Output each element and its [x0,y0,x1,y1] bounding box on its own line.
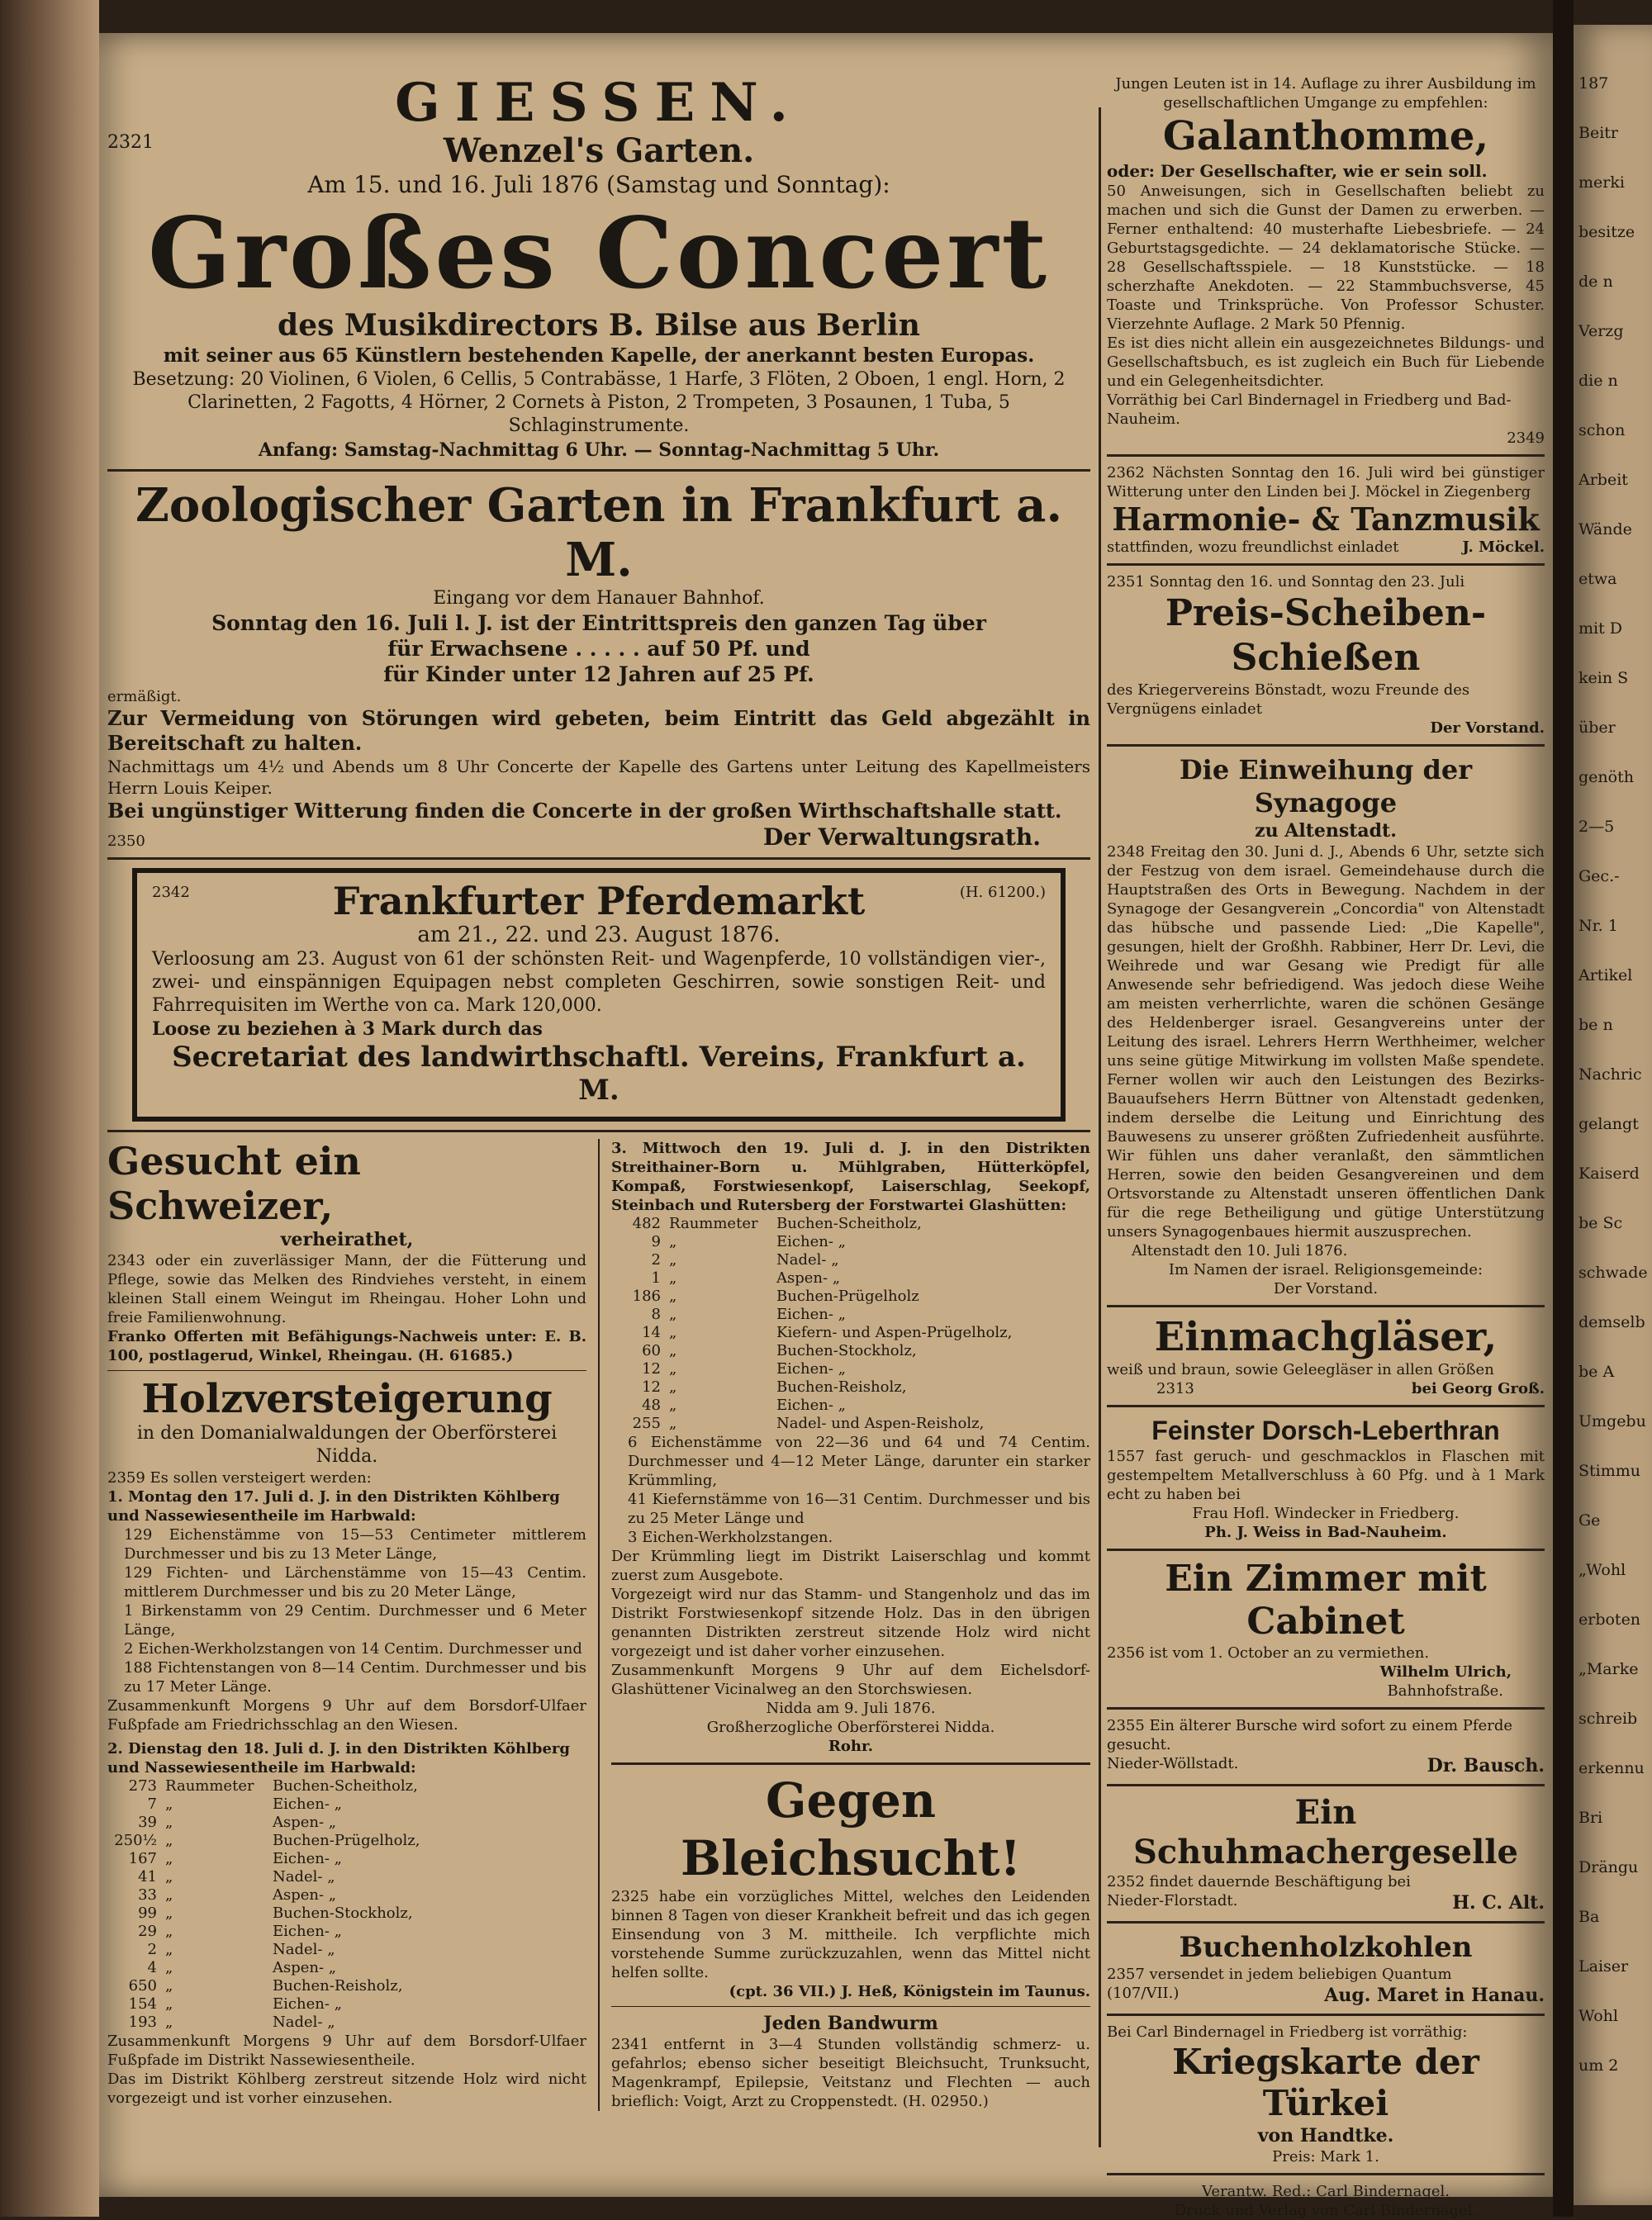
holz-day3-table [611,1215,1090,1433]
table-cell: 12 [642,1360,661,1378]
galanthomme-title: Galanthomme, [1162,113,1489,159]
divider [107,469,1090,472]
table-cell: Buchen-Reisholz, [273,1977,403,1995]
table-row [611,1415,1090,1433]
bursche-ad [1107,1716,1545,1777]
synagoge-sub: zu Altenstadt. [1255,820,1397,842]
facing-page-text: erkennu [1578,1759,1645,1777]
giessen-lineup: Besetzung: 20 Violinen, 6 Violen, 6 Cellis, 5 Contrabässe, 1 Harfe, 3 Flöten, 2 Oboen, 1 engl. Horn, 2 Clarinetten, 2 Fagotts, 4 Hörner, 2 Cornets à Piston, 2 Trompeten, 3 Posaunen, 1 Tuba, 5 Schlaginstrumente. [132,369,1066,436]
table-cell: „ [669,1360,677,1378]
facing-page-text: Ba [1578,1908,1600,1926]
galanthomme-text: 50 Anweisungen, sich in Gesellschaften beliebt zu machen und sich die Gunst der Damen zu erwerben. — Ferner enthaltend: 40 musterhafte Liebesbriefe. — 24 Geburtstagsgedichte. — 24 deklamatorische Stücke. — 28 Gesellschaftsspiele. — 18 Kunststücke. — 18 scherzhafte Anekdoten. — 22 Stammbuchsverse, 45 Toaste und Trinksprüche. Von Professor Schuster. Vierzehnte Auflage. 2 Mark 50 Pfennig. [1107,183,1545,333]
facing-page-text: Umgebu [1578,1412,1646,1430]
table-cell: „ [165,1959,173,1976]
table-cell: Buchen-Stockholz, [776,1342,917,1359]
giessen-orchestra: mit seiner aus 65 Künstlern bestehenden Kapelle, der anerkannt besten Europas. [163,344,1035,367]
table-row [611,1288,1090,1306]
facing-page-text: Laiser [1578,1957,1629,1976]
table-cell: 39 [138,1814,157,1831]
synagoge-ad [1107,753,1545,1298]
preis-end: des Kriegervereins Bönstadt, wozu Freunde des Vergnügens einladet [1107,681,1470,718]
table-cell: 1 [651,1269,661,1287]
schuhmacher-title: Ein Schuhmachergeselle [1133,1793,1518,1871]
holz-sub: in den Domanialwaldungen der Oberförsterei Nidda. [136,1423,558,1467]
subcolumn-rule [598,1139,600,2111]
list-item: 2 Eichen-Werkholzstangen von 14 Centim. Durchmesser und [124,1640,582,1658]
giessen-city: GIESSEN. [395,72,803,134]
table-row [611,1360,1090,1378]
zimmer-sig1: Wilhelm Ulrich, [1379,1663,1512,1681]
table-row [611,1306,1090,1324]
holz-intro: 2359 Es sollen versteigert werden: [107,1469,372,1487]
schuhmacher-text: 2352 findet dauernde Beschäftigung bei [1107,1873,1411,1890]
einmach-num: 2313 [1156,1380,1194,1397]
divider [1107,1405,1545,1407]
table-cell: Nadel- „ [776,1251,839,1269]
list-item: 6 Eichenstämme von 22—36 und 64 und 74 Centim. Durchmesser und 4—12 Meter Länge, darunter ein starker Krümmling, [628,1434,1090,1489]
pferdemarkt-text: Verloosung am 23. August von 61 der schönsten Reit- und Wagenpferde, 10 vollständigen vier-, zwei- und einspännigen Equipagen nebst completen Geschirren, sowie sonstigen Reit- und Fahrrequisiten im Werthe von ca. Mark 120,000. [152,949,1046,1016]
table-cell: „ [165,1832,173,1849]
bursche-place: Nieder-Wöllstadt. [1107,1755,1239,1772]
facing-page-text: 187 [1578,74,1609,92]
preis-title: Preis-Scheiben-Schießen [1165,592,1487,679]
table-cell: 8 [651,1306,661,1323]
table-cell: „ [669,1233,677,1250]
list-item: 129 Eichenstämme von 15—53 Centimeter mittlerem Durchmesser und bis zu 13 Meter Länge, [124,1526,586,1563]
table-row [611,1269,1090,1288]
book-gutter [1553,0,1574,2217]
left-column [107,74,1090,2111]
table-cell: Buchen-Prügelholz [776,1288,919,1305]
table-row [107,1777,586,1795]
facing-page-text: Gec.- [1578,867,1620,885]
divider [1107,1549,1545,1551]
table-cell: 193 [128,2014,157,2031]
table-cell: Raummeter [669,1215,758,1232]
list-item: 1 Birkenstamm von 29 Centim. Durchmesser und 6 Meter Länge, [124,1602,586,1639]
holz-meet2: Zusammenkunft Morgens 9 Uhr auf dem Borsdorf-Ulfaer Fußpfade im Distrikt Nassewiesentheile. [107,2033,586,2069]
facing-page-text: Ge [1578,1511,1601,1530]
table-row [611,1215,1090,1233]
zoo-entrance: Eingang vor dem Hanauer Bahnhof. [433,588,765,609]
zoo-line1: Sonntag den 16. Juli l. J. ist der Eintrittspreis den ganzen Tag über [211,611,986,635]
facing-page-fragment [1574,25,1652,2205]
facing-page-text: Bri [1578,1809,1603,1827]
table-cell: „ [165,2014,173,2031]
einmach-text: weiß und braun, sowie Geleegläser in allen Größen [1107,1361,1494,1378]
einmach-title: Einmachgläser, [1154,1314,1498,1360]
synagoge-title: Die Einweihung der Synagoge [1179,754,1473,818]
facing-page-text: mit D [1578,619,1623,638]
facing-page-text: „Marke [1578,1660,1639,1678]
facing-page-text: besitze [1578,223,1635,241]
pferdemarkt-num: 2342 [152,884,190,901]
einmach-sig: bei Georg Groß. [1411,1380,1545,1397]
holz-day1: 1. Montag den 17. Juli d. J. in den Distrikten Köhlberg und Nassewiesentheile im Harbwald: [107,1488,560,1525]
facing-page-text: schon [1578,421,1626,439]
galanthomme-text2: Es ist dies nicht allein ein ausgezeichnetes Bildungs- und Gesellschaftsbuch, es ist zugleich ein Buch für Liebende und ein Gelegenheitsdichter. [1107,334,1545,390]
table-cell: Buchen-Reisholz, [776,1378,907,1396]
table-cell: 167 [128,1850,157,1867]
dorsch-text: 1557 fast geruch- und geschmacklos in Flaschen mit gestempeltem Metallverschluss à 60 Pfg. und à 1 Mark echt zu haben bei [1107,1448,1545,1503]
galanthomme-ad [1107,74,1545,448]
pferdemarkt-title: Frankfurter Pferdemarkt [332,879,866,923]
table-cell: Eichen- „ [273,1923,342,1940]
table-cell: „ [165,1905,173,1922]
galanthomme-intro: Jungen Leuten ist in 14. Auflage zu ihrer Ausbildung im gesellschaftlichen Umgange zu empfehlen: [1115,75,1536,111]
table-cell: 482 [632,1215,661,1232]
holz-note4: Vorgezeigt wird nur das Stamm- und Stangenholz und das im Distrikt Forstwiesenkopf sitzende Holz. Das in den übrigen genannten Distrikten zerstreut sitzende Holz wird nicht vorgezeigt und ist daher vorher einzusehen. [611,1586,1090,1660]
left-subcolumn [107,1139,586,2111]
list-item: 41 Kiefernstämme von 16—31 Centim. Durchmesser und bis zu 25 Meter Länge und [628,1491,1090,1527]
table-cell: 9 [651,1233,661,1250]
pferdemarkt-loose: Loose zu beziehen à 3 Mark durch das [152,1018,543,1040]
synagoge-sig2: Der Vorstand. [1273,1280,1379,1297]
zoo-line6: Nachmittags um 4½ und Abends um 8 Uhr Concerte der Kapelle des Gartens unter Leitung des Kapellmeisters Herrn Louis Keiper. [107,757,1090,798]
zimmer-sig2: Bahnhofstraße. [1387,1682,1503,1700]
table-cell: 41 [138,1868,157,1886]
divider [1107,1921,1545,1924]
table-cell: „ [669,1324,677,1341]
table-row [107,1923,586,1941]
table-row [611,1233,1090,1251]
facing-page-text: be n [1578,1016,1613,1034]
harmonie-title: Harmonie- & Tanzmusik [1112,500,1540,538]
table-row [107,1795,586,1814]
zoo-line4: ermäßigt. [107,688,182,705]
holz-meet1: Zusammenkunft Morgens 9 Uhr auf dem Borsdorf-Ulfaer Fußpfade am Friedrichsschlag an den Wiesen. [107,1697,586,1734]
table-cell: 99 [138,1905,157,1922]
galanthomme-stock: Vorräthig bei Carl Bindernagel in Friedberg und Bad-Nauheim. [1107,391,1512,428]
table-cell: Aspen- „ [776,1269,841,1287]
table-cell: Aspen- „ [273,1959,337,1976]
facing-page-text: be A [1578,1363,1615,1381]
bleichsucht-sig: (cpt. 36 VII.) J. Heß, Königstein im Taunus. [729,1983,1090,2000]
imprint-line1: Verantw. Red.: Carl Bindernagel. [1201,2183,1450,2200]
facing-page-text: Stimmu [1578,1462,1640,1480]
table-cell: 29 [138,1923,157,1940]
table-cell: Nadel- und Aspen-Reisholz, [776,1415,985,1432]
table-row [611,1342,1090,1360]
holz-meet3: Zusammenkunft Morgens 9 Uhr auf dem Eichelsdorf-Glashüttener Vicinalweg an den Storchswiesen. [611,1662,1090,1698]
zimmer-text: 2356 ist vom 1. October an zu vermiethen. [1107,1644,1430,1662]
table-row [107,1905,586,1923]
table-cell: „ [669,1269,677,1287]
kriegskarte-sub: von Handtke. [1257,2125,1394,2146]
giessen-headline: Großes Concert [148,196,1050,311]
divider [1107,2173,1545,2175]
facing-page-text: die n [1578,372,1618,390]
facing-page-text: demselb [1578,1313,1645,1331]
holz-day3-list [611,1433,1090,1547]
facing-page-text: Drängu [1578,1858,1639,1876]
table-row [107,1977,586,1995]
table-cell: 60 [642,1342,661,1359]
harmonie-end: stattfinden, wozu freundlichst einladet [1107,538,1399,556]
pferdemarkt-code: (H. 61200.) [959,884,1046,901]
facing-page-text: de n [1578,273,1613,291]
bursche-sig: Dr. Bausch. [1427,1755,1545,1776]
divider [107,1370,586,1371]
facing-page-text: Nr. 1 [1578,917,1618,935]
harmonie-ad [1107,463,1545,557]
holz-note: Das im Distrikt Köhlberg zerstreut sitzende Holz wird nicht vorgezeigt und ist vorher einzusehen. [107,2071,586,2107]
list-item: 129 Fichten- und Lärchenstämme von 15—43 Centim. mittlerem Durchmesser und bis zu 20 Meter Länge, [124,1564,586,1601]
table-cell: „ [669,1397,677,1414]
table-cell: „ [165,1886,173,1904]
zimmer-ad [1107,1558,1545,1701]
holz-day2: 2. Dienstag den 18. Juli d. J. in den Distrikten Köhlberg und Nassewiesentheile im Harbwald: [107,1740,570,1776]
table-row [611,1251,1090,1269]
table-cell: „ [165,1941,173,1958]
table-cell: 14 [642,1324,661,1341]
facing-page-text: Wohl [1578,2007,1618,2025]
table-cell: Kiefern- und Aspen-Prügelholz, [776,1324,1013,1341]
facing-page-text: Arbeit [1578,471,1628,489]
table-cell: 2 [651,1251,661,1269]
facing-page-text: schreib [1578,1710,1638,1728]
zoo-line5: Zur Vermeidung von Störungen wird gebeten, beim Eintritt das Geld abgezählt in Bereitschaft zu halten. [107,706,1090,755]
table-cell: 273 [128,1777,157,1795]
holz-day3: 3. Mittwoch den 19. Juli d. J. in den Distrikten Streithainer-Born u. Mühlgraben, Hütterköpfel, Kompaß, Forstwiesenkopf, Laiserschlag, Seekopf, Steinbach und Rutersberg der Forstwartei Glashütten: [611,1140,1090,1214]
schuhmacher-place: Nieder-Florstadt. [1107,1892,1238,1909]
table-cell: 250½ [114,1832,157,1849]
buchen-text: 2357 versendet in jedem beliebigen Quantum [1107,1966,1452,1983]
table-cell: Buchen-Prügelholz, [273,1832,420,1849]
table-cell: Eichen- „ [273,1850,342,1867]
kriegskarte-title: Kriegskarte der Türkei [1172,2042,1479,2123]
table-cell: 255 [632,1415,661,1432]
table-cell: 12 [642,1378,661,1396]
giessen-ad [107,74,1090,462]
divider [611,2006,1090,2007]
table-row [107,1814,586,1832]
giessen-by: des Musikdirectors B. Bilse aus Berlin [278,308,920,343]
list-item: 3 Eichen-Werkholzstangen. [628,1529,833,1546]
table-cell: „ [165,1850,173,1867]
synagoge-place: Altenstadt den 10. Juli 1876. [1132,1242,1348,1259]
table-row [107,1959,586,1977]
table-row [611,1324,1090,1342]
schweizer-sub: verheirathet, [280,1229,414,1250]
table-cell: 33 [138,1886,157,1904]
table-row [611,1397,1090,1415]
buchen-sig: Aug. Maret in Hanau. [1324,1985,1545,2006]
divider [107,857,1090,860]
dorsch-sig2: Ph. J. Weiss in Bad-Nauheim. [1204,1524,1447,1541]
table-cell: Raummeter [165,1777,254,1795]
dorsch-title: Feinster Dorsch-Leberthran [1151,1416,1500,1445]
table-cell: Nadel- „ [273,2014,335,2031]
imprint-line2: Druck und Verlag von Carl Bindernagel. [1174,2202,1478,2219]
schweizer-contact: Franko Offerten mit Befähigungs-Nachweis unter: E. B. 100, postlagerud, Winkel, Rheingau. (H. 61685.) [107,1328,586,1364]
table-cell: Eichen- „ [776,1397,846,1414]
divider [1107,744,1545,747]
pferdemarkt-sig: Secretariat des landwirthschaftl. Vereins, Frankfurt a. M. [172,1041,1026,1107]
facing-page-text: „Wohl [1578,1561,1626,1579]
facing-page-text: Nachric [1578,1065,1642,1084]
divider [107,1130,1090,1132]
buchen-title: Buchenholzkohlen [1179,1931,1473,1964]
table-row [107,1995,586,2014]
table-cell: 7 [147,1795,157,1813]
table-row [107,1832,586,1850]
facing-page-text: Kaiserd [1578,1165,1640,1183]
facing-page-text: Artikel [1578,966,1633,984]
column-rule [1099,107,1101,2147]
bandwurm-title: Jeden Bandwurm [763,2013,938,2034]
table-cell: Nadel- „ [273,1868,335,1886]
table-cell: „ [165,1977,173,1995]
table-cell: „ [669,1288,677,1305]
table-cell: „ [669,1378,677,1396]
table-cell: 154 [128,1995,157,2013]
table-cell: „ [669,1251,677,1269]
table-cell: 4 [147,1959,157,1976]
right-column [1107,74,1545,2220]
table-row [107,1941,586,1959]
kriegskarte-price: Preis: Mark 1. [1272,2148,1379,2165]
table-cell: „ [165,1923,173,1940]
divider [1107,563,1545,566]
bleichsucht-text: 2325 habe ein vorzügliches Mittel, welches den Leidenden binnen 8 Tagen von dieser Krankheit befreit und das ich gegen Einsendung von 3 M. mittheile. Ich verpflichte mich vorstehende Summe zurückzuzahlen, wenn das Mittel nicht helfen sollte. [611,1888,1090,1981]
facing-page-text: etwa [1578,570,1617,588]
table-cell: Aspen- „ [273,1886,337,1904]
table-cell: „ [165,1995,173,2013]
table-row [107,1850,586,1868]
facing-page-text: 2—5 [1578,818,1615,836]
list-item: 188 Fichtenstangen von 8—14 Centim. Durchmesser und bis zu 17 Meter Länge. [124,1659,586,1696]
divider [1107,2014,1545,2016]
buchen-code: (107/VII.) [1107,1985,1180,2002]
harmonie-text: 2362 Nächsten Sonntag den 16. Juli wird bei günstiger Witterung unter den Linden bei J. Möckel in Ziegenberg [1107,464,1545,500]
table-cell: Buchen-Stockholz, [273,1905,413,1922]
table-cell: 2 [147,1941,157,1958]
facing-page-text: schwade [1578,1264,1648,1282]
zoo-num: 2350 [107,832,145,850]
table-cell: 186 [632,1288,661,1305]
book-edge [0,0,99,2217]
facing-page-text: über [1578,719,1616,737]
table-cell: 48 [642,1397,661,1414]
table-cell: Buchen-Scheitholz, [776,1215,922,1232]
giessen-start: Anfang: Samstag-Nachmittag 6 Uhr. — Sonntag-Nachmittag 5 Uhr. [258,439,940,461]
schweizer-text: 2343 oder ein zuverlässiger Mann, der die Fütterung und Pflege, sowie das Melken des Rindviehes versteht, in einem kleinen Stall einem Weingut im Rheingau. Hoher Lohn und freie Familienwohnung. [107,1252,586,1326]
harmonie-sig: J. Möckel. [1462,538,1545,556]
dorsch-ad [1107,1414,1545,1542]
schuhmacher-sig: H. C. Alt. [1452,1892,1545,1914]
facing-page-text: Wände [1578,520,1632,538]
holz-place: Nidda am 9. Juli 1876. [766,1700,936,1717]
facing-page-text: be Sc [1578,1214,1623,1232]
table-cell: Buchen-Scheitholz, [273,1777,418,1795]
kriegskarte-ad [1107,2023,1545,2166]
table-cell: „ [669,1306,677,1323]
zoo-sig: Der Verwaltungsrath. [762,823,1041,851]
table-cell: „ [165,1814,173,1831]
facing-page-text: kein S [1578,669,1629,687]
zoo-line2: für Erwachsene . . . . . auf 50 Pf. und [387,637,810,661]
table-cell: „ [165,1868,173,1886]
table-cell: „ [669,1342,677,1359]
zoo-line3: für Kinder unter 12 Jahren auf 25 Pf. [383,662,814,686]
table-cell: „ [165,1795,173,1813]
table-row [107,2014,586,2032]
divider [1107,1305,1545,1307]
bandwurm-text: 2341 entfernt in 3—4 Stunden vollständig schmerz- u. gefahrlos; ebenso sicher beseitigt Bleichsucht, Trunksucht, Magenkrampf, Epilepsie, Veitstanz und Flechten — auch brieflich: Voigt, Arzt zu Croppenstedt. (H. 02950.) [611,2036,1090,2110]
table-cell: Eichen- „ [776,1233,846,1250]
facing-page-text: merki [1578,173,1625,192]
table-cell: 650 [128,1977,157,1995]
table-row [611,1378,1090,1397]
galanthomme-sub: oder: Der Gesellschafter, wie er sein soll. [1107,161,1488,181]
holz-day2-table [107,1777,586,2032]
table-cell: Aspen- „ [273,1814,337,1831]
holz-day1-list [107,1525,586,1696]
schuhmacher-ad [1107,1793,1545,1914]
buchen-ad [1107,1930,1545,2007]
zoo-ad [107,478,1090,851]
holz-sig2: Rohr. [828,1738,874,1755]
table-row [107,1868,586,1886]
giessen-venue: Wenzel's Garten. [443,131,755,170]
holz-note3: Der Krümmling liegt im Distrikt Laiserschlag und kommt zuerst zum Ausgebote. [611,1548,1090,1584]
facing-page-text: erboten [1578,1610,1641,1629]
schweizer-title: Gesucht ein Schweizer, [107,1139,361,1228]
preis-ad [1107,572,1545,738]
synagoge-text: 2348 Freitag den 30. Juni d. J., Abends 6 Uhr, setzte sich der Festzug von dem israel. Gemeindehause durch die Hauptstraßen des Orts in Bewegung. Nachdem in der Synagoge der Gesangverein „Concordia" von Altenstadt das hübsche und passende Lied: „Die Kapelle", gesungen, hielt der Großhh. Rabbiner, Herr Dr. Levi, die Weihrede und war Gesang wie Predigt für alle Anwesende sehr befriedigend. Was jedoch diese Weihe am meisten verherrlichte, waren die schönen Gesänge des Heldenberger israel. Gesangvereins unter der Leitung des israel. Lehrers Herrn Werthheimer, welcher uns seine gütige Mitwirkung im vollsten Maße spendete. Ferner wollen wir auch den Leistungen des Bezirks-Bauaufsehers Herrn Büttner von Altenstadt gedenken, indem derselbe die Leitung und Einrichtung des Bauwesens zu unserer größten Zufriedenheit ausführte. Wir fühlen uns daher veranlaßt, den sämmtlichen Herren, sowie den beiden Gesangvereinen und dem Ortsvorstande zu Altenstadt unseren öffentlichen Dank für die rege Betheiligung und gütige Unterstützung unsers Synagogenbaues hiermit auszusprechen. [1107,843,1545,1240]
page-number: 2321 [107,132,154,153]
dorsch-sig1: Frau Hofl. Windecker in Friedberg. [1192,1505,1460,1522]
table-cell: Eichen- „ [273,1795,342,1813]
holz-sig1: Großherzogliche Oberförsterei Nidda. [706,1719,995,1736]
facing-page-text: genöth [1578,768,1634,786]
synagoge-sig1: Im Namen der israel. Religionsgemeinde: [1168,1261,1483,1278]
facing-page-text: um 2 [1578,2056,1619,2075]
divider [1107,1707,1545,1710]
divider [1107,454,1545,457]
divider [1107,1784,1545,1786]
facing-page-text: Beitr [1578,124,1619,142]
kriegskarte-intro: Bei Carl Bindernagel in Friedberg ist vorräthig: [1107,2023,1468,2041]
pferdemarkt-ad [132,868,1066,1122]
bleichsucht-title: Gegen Bleichsucht! [680,1772,1022,1886]
preis-sig: Der Vorstand. [1430,719,1545,737]
divider [611,1762,1090,1765]
pferdemarkt-date: am 21., 22. und 23. August 1876. [417,923,781,947]
einmach-ad [1107,1314,1545,1398]
table-cell: Eichen- „ [273,1995,342,2013]
zimmer-title: Ein Zimmer mit Cabinet [1165,1558,1487,1643]
table-cell: Eichen- „ [776,1360,846,1378]
table-cell: Nadel- „ [273,1941,335,1958]
facing-page-text: gelangt [1578,1115,1639,1133]
galanthomme-num: 2349 [1507,429,1545,447]
preis-text: 2351 Sonntag den 16. und Sonntag den 23. Juli [1107,573,1465,591]
zoo-title: Zoologischer Garten in Frankfurt a. M. [135,478,1062,587]
holz-title: Holzversteigerung [141,1376,553,1422]
zoo-line7: Bei ungünstiger Witterung finden die Concerte in der großen Wirthschaftshalle statt. [107,799,1062,823]
bursche-text: 2355 Ein älterer Bursche wird sofort zu einem Pferde gesucht. [1107,1717,1513,1753]
table-cell: Eichen- „ [776,1306,846,1323]
table-row [107,1886,586,1905]
facing-page-text: Verzg [1578,322,1624,340]
giessen-dates: Am 15. und 16. Juli 1876 (Samstag und Sonntag): [307,171,890,198]
table-cell: „ [669,1415,677,1432]
right-subcolumn [611,1139,1090,2111]
